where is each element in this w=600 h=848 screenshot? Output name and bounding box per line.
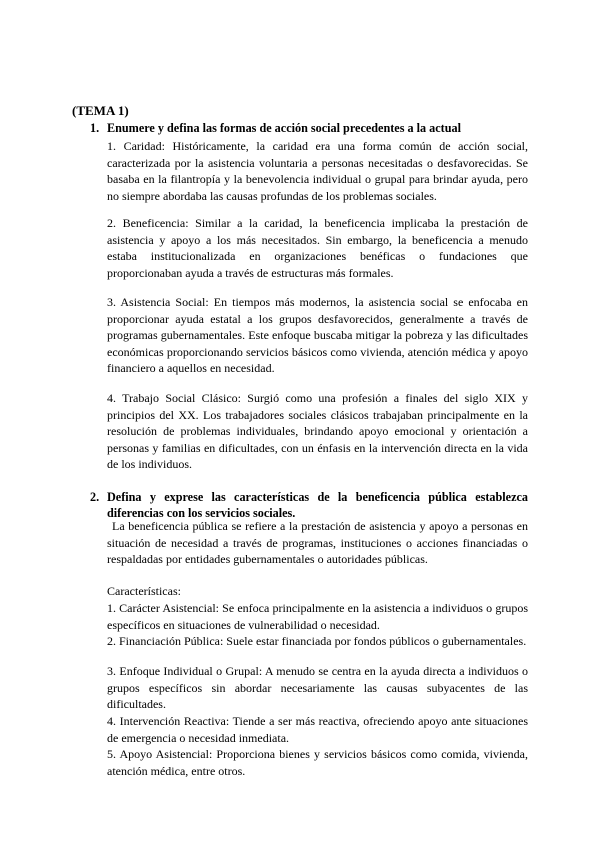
question-2	[90, 489, 528, 521]
answer-1-paragraph-caridad: 1. Caridad: Históricamente, la caridad era una forma común de acción social, caracterizada por la asistencia voluntaria a personas necesitadas o desfavorecidas. Se basaba en la filantropía y la benevolencia individual o grupal para brindar ayuda, pero no siempre abordaba las causas profundas de los problemas sociales.	[107, 139, 528, 203]
characteristic-item: 2. Financiación Pública: Suele estar financiada por fondos públicos o gubernamentales.	[107, 634, 527, 648]
answer-2-intro: La beneficencia pública se refiere a la prestación de asistencia y apoyo a personas en situación de necesidad a través de programas, instituciones o acciones financiadas o respaldadas por entidades gubernamentales o autoridades públicas.	[107, 519, 528, 566]
characteristic-item: 5. Apoyo Asistencial: Proporciona bienes y servicios básicos como comida, vivienda, atención médica, entre otros.	[107, 747, 528, 778]
answer-1-paragraph-asistencia-social: 3. Asistencia Social: En tiempos más modernos, la asistencia social se enfocaba en proporcionar ayuda estatal a los grupos desfavorecidos, generalmente a través de programas gubernamentales. Este enfoque buscaba mitigar la pobreza y las dificultades económicas proporcionando servicios básicos como vivienda, atención médica y apoyo financiero a aquellos en necesidad.	[107, 295, 528, 375]
question-2-number: 2.	[90, 490, 100, 504]
characteristic-item: 4. Intervención Reactiva: Tiende a ser más reactiva, ofreciendo apoyo ante situaciones de emergencia o necesidad inmediata.	[107, 714, 528, 745]
answer-1-paragraph-trabajo-social: 4. Trabajo Social Clásico: Surgió como una profesión a finales del siglo XIX y principios del XX. Los trabajadores sociales clásicos trabajaban principalmente en la resolución de problemas individuales, brindando apoyo emocional y orientación a personas y familias en dificultades, con un énfasis en la intervención directa en la vida de los individuos.	[107, 391, 528, 471]
question-2-text: Defina y exprese las características de la beneficencia pública establezca diferencias con los servicios sociales.	[107, 490, 528, 520]
characteristic-item: 3. Enfoque Individual o Grupal: A menudo se centra en la ayuda directa a individuos o grupos específicos sin abordar necesariamente las causas subyacentes de las dificultades.	[107, 664, 528, 711]
characteristics-title: Características:	[107, 584, 181, 598]
answer-1-paragraph-beneficencia: 2. Beneficencia: Similar a la caridad, la beneficencia implicaba la prestación de asistencia y apoyo a los más necesitados. Sin embargo, la beneficencia a menudo estaba institucionalizada en organizaciones benéficas o fundaciones que proporcionaban ayuda a través de estructuras más formales.	[107, 216, 528, 280]
characteristic-item: 1. Carácter Asistencial: Se enfoca principalmente en la asistencia a individuos o grupos específicos en situaciones de vulnerabilidad o necesidad.	[107, 601, 528, 632]
question-1-text: Enumere y defina las formas de acción social precedentes a la actual	[107, 121, 461, 135]
document-heading: (TEMA 1)	[72, 103, 129, 118]
question-1	[90, 120, 528, 136]
question-1-number: 1.	[90, 121, 100, 135]
